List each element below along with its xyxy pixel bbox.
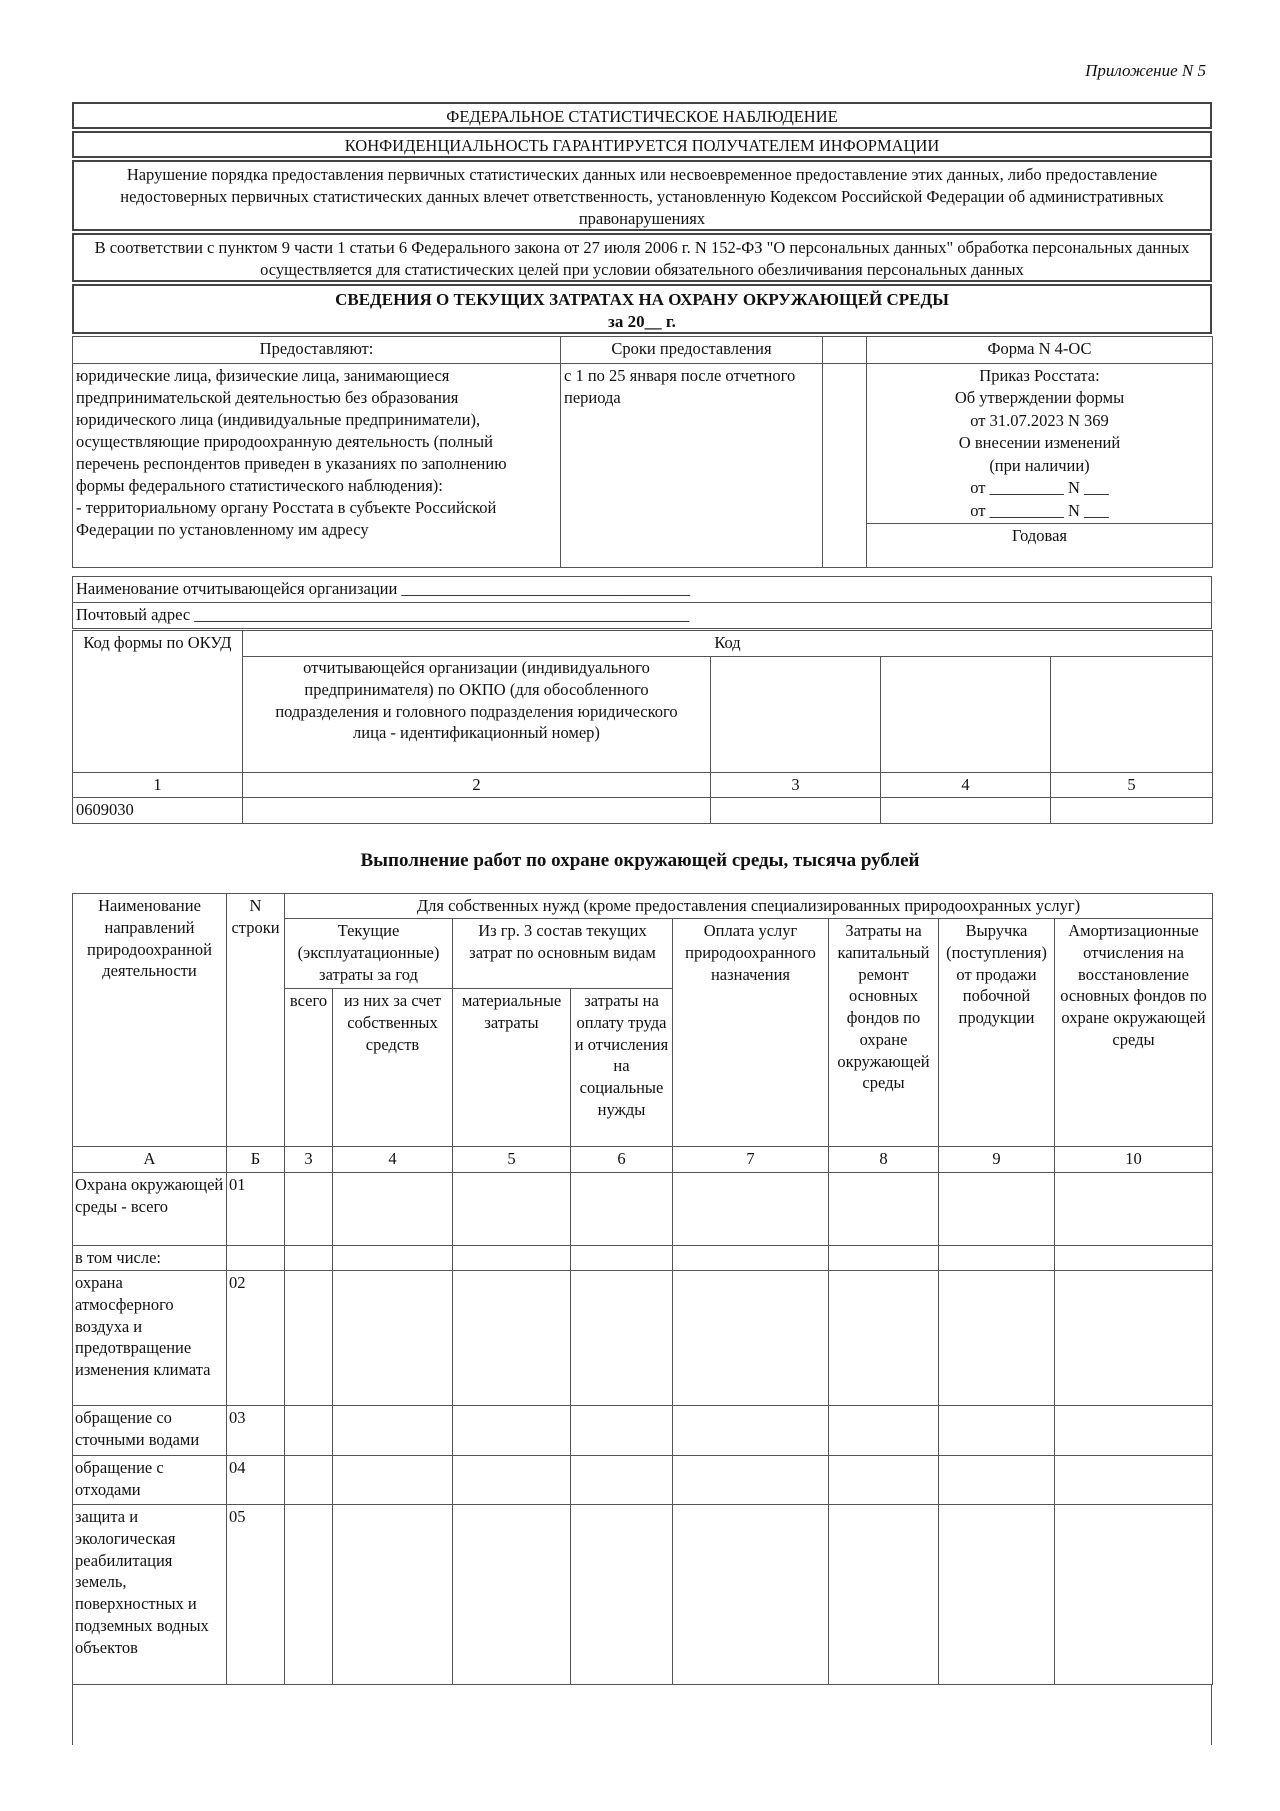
data-cell[interactable]: [333, 1246, 453, 1271]
data-cell[interactable]: [333, 1456, 453, 1505]
organization-name-field[interactable]: Наименование отчитывающейся организации ___________________________________: [73, 577, 1212, 603]
column-code: 10: [1055, 1147, 1213, 1173]
data-cell[interactable]: [333, 1505, 453, 1685]
personal-data-notice: В соответствии с пунктом 9 части 1 статьи 6 Федерального закона от 27 июля 2006 г. N 152-ФЗ "О персональных данных" обработка персональных данных осуществляется для статистических целей при условии обязательного обезличивания персональных данных: [72, 233, 1212, 282]
confidentiality-header: КОНФИДЕНЦИАЛЬНОСТЬ ГАРАНТИРУЕТСЯ ПОЛУЧАТЕЛЕМ ИНФОРМАЦИИ: [72, 131, 1212, 158]
data-cell[interactable]: [1055, 1173, 1213, 1246]
code-header: Код: [243, 631, 1213, 657]
column-code: Б: [227, 1147, 285, 1173]
order-block: [867, 364, 1213, 524]
table-row: [73, 1173, 1213, 1246]
own-needs-header: Для собственных нужд (кроме предоставления специализированных природоохранных услуг): [285, 894, 1213, 919]
code-col-number: 5: [1051, 773, 1213, 798]
data-cell[interactable]: [673, 1246, 829, 1271]
form-number: Форма N 4-ОС: [867, 337, 1213, 364]
data-cell[interactable]: [571, 1246, 673, 1271]
data-cell[interactable]: [571, 1505, 673, 1685]
code-cell-4: [881, 657, 1051, 773]
code-col-number: 1: [73, 773, 243, 798]
okud-value: 0609030: [73, 798, 243, 824]
liability-warning: Нарушение порядка предоставления первичных статистических данных или несвоевременное предоставление этих данных, либо предоставление недостоверных первичных статистических данных влечет ответственность, установленную Кодексом Российской Федерации об административных правонарушениях: [72, 160, 1212, 231]
data-cell[interactable]: [285, 1456, 333, 1505]
row-code: 01: [227, 1173, 285, 1246]
data-cell[interactable]: [333, 1271, 453, 1406]
data-cell[interactable]: [829, 1173, 939, 1246]
code-value-4[interactable]: [881, 798, 1051, 824]
report-period: за 20__ г.: [608, 312, 676, 332]
column-code: 4: [333, 1147, 453, 1173]
data-cell[interactable]: [829, 1246, 939, 1271]
data-cell[interactable]: [1055, 1246, 1213, 1271]
data-cell[interactable]: [1055, 1456, 1213, 1505]
capital-repair-header: Затраты на капитальный ремонт основных фондов по охране окружающей среды: [829, 919, 939, 1147]
data-cell[interactable]: [285, 1406, 333, 1456]
submission-table: [72, 336, 1212, 568]
data-cell[interactable]: [571, 1406, 673, 1456]
row-name: в том числе:: [73, 1246, 227, 1271]
column-code: 9: [939, 1147, 1055, 1173]
column-code: А: [73, 1147, 227, 1173]
section-title: Выполнение работ по охране окружающей среды, тысяча рублей: [360, 850, 920, 871]
report-title-box: [72, 284, 1212, 334]
order-line-3: от 31.07.2023 N 369: [970, 410, 1109, 430]
row-code: 03: [227, 1406, 285, 1456]
row-code: 04: [227, 1456, 285, 1505]
table-row: [73, 1456, 1213, 1505]
current-costs-header: Текущие (эксплуатационные) затраты за год: [285, 919, 453, 989]
deadline-header: Сроки предоставления: [561, 337, 823, 364]
data-cell[interactable]: [453, 1456, 571, 1505]
data-cell[interactable]: [571, 1456, 673, 1505]
table-row: [73, 1271, 1213, 1406]
okpo-value[interactable]: [243, 798, 711, 824]
data-cell[interactable]: [939, 1456, 1055, 1505]
data-cell[interactable]: [939, 1173, 1055, 1246]
row-name: обращение со сточными водами: [73, 1406, 227, 1456]
data-cell[interactable]: [1055, 1406, 1213, 1456]
postal-address-field[interactable]: Почтовый адрес ____________________________________________________________: [73, 603, 1212, 629]
deadline-text: с 1 по 25 января после отчетного периода: [561, 364, 823, 568]
labor-costs-header: затраты на оплату труда и отчисления на социальные нужды: [571, 989, 673, 1147]
okpo-description: отчитывающейся организации (индивидуального предпринимателя) по ОКПО (для обособленного подразделения и головного подразделения юридического лица - идентификационный номер): [243, 657, 711, 773]
data-cell[interactable]: [453, 1246, 571, 1271]
table-row: [73, 1246, 1213, 1271]
data-cell[interactable]: [1055, 1271, 1213, 1406]
order-line-4: О внесении изменений: [958, 433, 1121, 453]
data-cell[interactable]: [673, 1456, 829, 1505]
data-cell[interactable]: [673, 1505, 829, 1685]
data-cell[interactable]: [285, 1173, 333, 1246]
data-cell[interactable]: [673, 1271, 829, 1406]
total-header: всего: [285, 989, 333, 1147]
data-cell[interactable]: [939, 1406, 1055, 1456]
submitters-cell: [73, 364, 561, 568]
cost-composition-header: Из гр. 3 состав текущих затрат по основным видам: [453, 919, 673, 989]
row-code: 02: [227, 1271, 285, 1406]
data-cell[interactable]: [453, 1406, 571, 1456]
row-name: Охрана окружающей среды - всего: [73, 1173, 227, 1246]
order-line-2: Об утверждении формы: [954, 388, 1125, 408]
column-code: 6: [571, 1147, 673, 1173]
table-row: [73, 1406, 1213, 1456]
row-name: защита и экологическая реабилитация земель, поверхностных и подземных водных объектов: [73, 1505, 227, 1685]
data-cell[interactable]: [285, 1246, 333, 1271]
code-col-number: 4: [881, 773, 1051, 798]
federal-observation-header: ФЕДЕРАЛЬНОЕ СТАТИСТИЧЕСКОЕ НАБЛЮДЕНИЕ: [72, 102, 1212, 129]
column-code: 5: [453, 1147, 571, 1173]
data-cell[interactable]: [453, 1271, 571, 1406]
okud-header: Код формы по ОКУД: [73, 631, 243, 773]
data-cell[interactable]: [673, 1173, 829, 1246]
code-cell-3: [711, 657, 881, 773]
amortization-header: Амортизационные отчисления на восстановление основных фондов по охране окружающей среды: [1055, 919, 1213, 1147]
data-cell[interactable]: [673, 1406, 829, 1456]
organization-table: [72, 576, 1212, 629]
order-line-1: Приказ Росстата:: [979, 366, 1100, 385]
column-code: 7: [673, 1147, 829, 1173]
column-code: 8: [829, 1147, 939, 1173]
code-value-5[interactable]: [1051, 798, 1213, 824]
code-col-number: 2: [243, 773, 711, 798]
codes-table: [72, 630, 1212, 824]
order-line-6: от _________ N ___: [970, 478, 1109, 498]
own-funds-header: из них за счет собственных средств: [333, 989, 453, 1147]
column-code: 3: [285, 1147, 333, 1173]
data-cell[interactable]: [285, 1271, 333, 1406]
data-cell[interactable]: [939, 1505, 1055, 1685]
row-name: охрана атмосферного воздуха и предотвращение изменения климата: [73, 1271, 227, 1406]
table-row: [73, 1505, 1213, 1685]
material-costs-header: материальные затраты: [453, 989, 571, 1147]
data-cell[interactable]: [829, 1456, 939, 1505]
data-cell[interactable]: [1055, 1505, 1213, 1685]
periodicity: Годовая: [867, 524, 1213, 568]
report-title: СВЕДЕНИЯ О ТЕКУЩИХ ЗАТРАТАХ НА ОХРАНУ ОКРУЖАЮЩЕЙ СРЕДЫ: [335, 290, 949, 309]
table-continuation: [72, 1685, 1212, 1745]
by-product-revenue-header: Выручка (поступления) от продажи побочной продукции: [939, 919, 1055, 1147]
data-cell[interactable]: [571, 1173, 673, 1246]
environment-costs-table: [72, 893, 1212, 1745]
row-code: [227, 1246, 285, 1271]
data-cell[interactable]: [939, 1246, 1055, 1271]
submitters-text: юридические лица, физические лица, занимающиеся предпринимательской деятельностью без образования юридического лица (индивидуальные предприниматели), осуществляющие природоохранную деятельность (полный перечень респондентов приведен в указаниях по заполнению формы федерального статистического наблюдения):: [76, 366, 507, 495]
row-code: 05: [227, 1505, 285, 1685]
code-col-number: 3: [711, 773, 881, 798]
data-cell[interactable]: [333, 1173, 453, 1246]
services-payment-header: Оплата услуг природоохранного назначения: [673, 919, 829, 1147]
data-cell[interactable]: [829, 1271, 939, 1406]
submitters-header: Предоставляют:: [73, 337, 561, 364]
blank-header-cell: [823, 337, 867, 364]
code-value-3[interactable]: [711, 798, 881, 824]
code-cell-5: [1051, 657, 1213, 773]
data-cell[interactable]: [939, 1271, 1055, 1406]
direction-header: Наименование направлений природоохранной деятельности: [73, 894, 227, 1147]
submitters-destination: - территориальному органу Росстата в субъекте Российской Федерации по установленному им адресу: [76, 497, 497, 539]
order-line-5: (при наличии): [989, 455, 1090, 475]
blank-cell: [823, 364, 867, 568]
data-cell[interactable]: [333, 1406, 453, 1456]
order-line-7: от _________ N ___: [970, 500, 1109, 520]
appendix-label: Приложение N 5: [1085, 61, 1206, 80]
data-cell[interactable]: [571, 1271, 673, 1406]
data-cell[interactable]: [829, 1406, 939, 1456]
data-cell[interactable]: [829, 1505, 939, 1685]
data-cell[interactable]: [285, 1505, 333, 1685]
data-cell[interactable]: [453, 1173, 571, 1246]
row-number-header: N строки: [227, 894, 285, 1147]
row-name: обращение с отходами: [73, 1456, 227, 1505]
data-cell[interactable]: [453, 1505, 571, 1685]
